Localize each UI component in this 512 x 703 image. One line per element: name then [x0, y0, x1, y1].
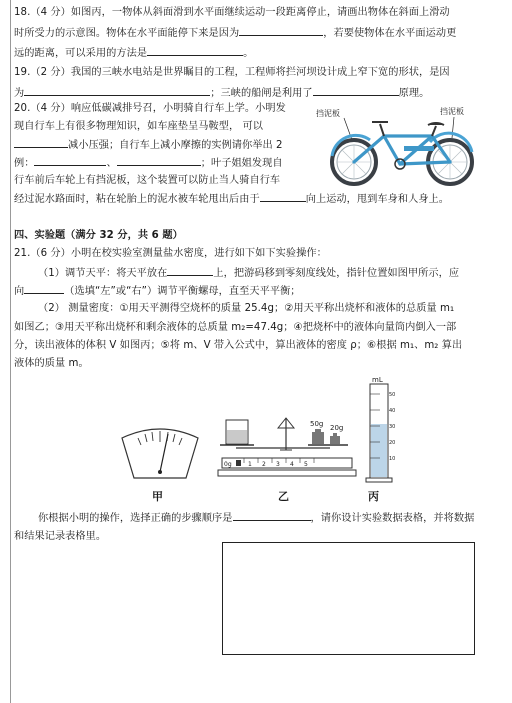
q21-blank3[interactable] — [233, 509, 311, 521]
scale-tick-3: 3 — [276, 461, 280, 468]
scale-tick-2: 2 — [262, 461, 266, 468]
q20-blank4[interactable] — [260, 190, 306, 202]
q21-line8: 你根据小明的操作，选择正确的步骤顺序是 ，请你设计实验数据表格，并将数据 — [38, 509, 474, 528]
cylinder-tick-40: 40 — [389, 408, 396, 414]
q20-line2: 现自行车上有很多物理知识，如车座垫呈马鞍型， 可以 — [14, 121, 263, 132]
balance-pointer-dial — [118, 420, 202, 482]
q20-line4: 例： 、 ；叶子姐姐发现自 — [14, 154, 283, 173]
q19-blank1[interactable] — [24, 84, 210, 96]
cylinder-tick-10: 10 — [389, 456, 396, 462]
q20-blank1[interactable] — [14, 136, 68, 148]
q20-line5: 行车前后车轮上有挡泥板，这个装置可以防止当人骑自行车 — [14, 175, 281, 186]
weight-label-20g: 20g — [330, 424, 344, 432]
weight-label-50g: 50g — [310, 420, 324, 428]
section4-title: 四、实验题（满分 32 分，共 6 题） — [14, 230, 183, 241]
q18-blank1[interactable] — [239, 24, 323, 36]
cylinder-tick-20: 20 — [389, 440, 396, 446]
scale-tick-1: 1 — [248, 461, 252, 468]
scale-tick-5: 5 — [304, 461, 308, 468]
bike-label-rear-fender: 挡泥板 — [440, 107, 464, 116]
q18-line2: 时所受力的示意图。物体在水平面能停下来是因为 ，若要使物体在水平面运动更 — [14, 24, 456, 43]
margin-rule — [10, 0, 11, 703]
q21-blank2[interactable] — [24, 282, 64, 294]
q21-line5: 如图乙；③用天平称出烧杯和剩余液体的总质量 m₂=47.4g；④把烧杯中的液体向量筒内倒入一部 — [14, 322, 457, 333]
q21-line7: 液体的质量 m。 — [14, 358, 89, 369]
q20-blank2[interactable] — [34, 154, 106, 166]
fig-label-jia: 甲 — [152, 490, 163, 503]
cylinder-tick-50: 50 — [389, 392, 396, 398]
q21-line9: 和结果记录表格里。 — [14, 531, 107, 542]
q20-line1: 20.（4 分）响应低碳减排号召，小明骑自行车上学。小明发 — [14, 103, 286, 114]
data-table-answer-box[interactable] — [222, 542, 475, 655]
q20-blank3[interactable] — [117, 154, 201, 166]
balance-scale-figure — [214, 408, 360, 484]
q19-blank2[interactable] — [313, 84, 399, 96]
q21-line4: （2） 测量密度：①用天平测得空烧杯的质量 25.4g；②用天平称出烧杯和液体的总质量 m₁ — [38, 303, 455, 314]
cylinder-unit-label: mL — [372, 376, 383, 384]
graduated-cylinder-figure — [362, 374, 402, 486]
q21-line3: 向 （选填“左”或“右”）调节平衡螺母，直至天平平衡； — [14, 282, 301, 301]
bicycle-figure — [312, 106, 492, 190]
q21-line2: （1）调节天平：将天平放在 上，把游码移到零刻度线处，指针位置如图甲所示，应 — [38, 264, 459, 283]
q18-line3: 远的距离，可以采用的方法是 。 — [14, 44, 253, 63]
scale-tick-0: 0g — [224, 461, 232, 468]
fig-label-bing: 丙 — [368, 490, 379, 503]
q21-line1: 21.（6 分）小明在校实验室测量盐水密度，进行如下如下实验操作： — [14, 248, 327, 259]
scale-tick-4: 4 — [290, 461, 294, 468]
q19-line1: 19.（2 分）我国的三峡水电站是世界瞩目的工程，工程师将拦河坝设计成上窄下宽的形状，是因 — [14, 67, 450, 78]
q20-line6: 经过泥水路面时，粘在轮胎上的泥水被车轮甩出后由于 向上运动，甩到车身和人身上。 — [14, 190, 449, 209]
q21-line6: 分，读出液体的体积 V 如图丙；⑤将 m、V 带入公式中，算出液体的密度 ρ；⑥根据 m₁、m₂ 算出 — [14, 340, 463, 351]
bike-label-front-fender: 挡泥板 — [316, 109, 340, 118]
fig-label-yi: 乙 — [278, 490, 289, 503]
q18-line1: 18.（4 分）如图丙，一物体从斜面滑到水平面继续运动一段距离停止，请画出物体在斜面上滑动 — [14, 7, 450, 18]
q21-blank1[interactable] — [167, 264, 213, 276]
q20-line3: 减小压强；自行车上减小摩擦的实例请你举出 2 — [14, 136, 283, 155]
cylinder-tick-30: 30 — [389, 424, 396, 430]
q19-line2: 为 ；三峡的船闸是利用了 原理。 — [14, 84, 429, 103]
q18-blank2[interactable] — [147, 44, 243, 56]
